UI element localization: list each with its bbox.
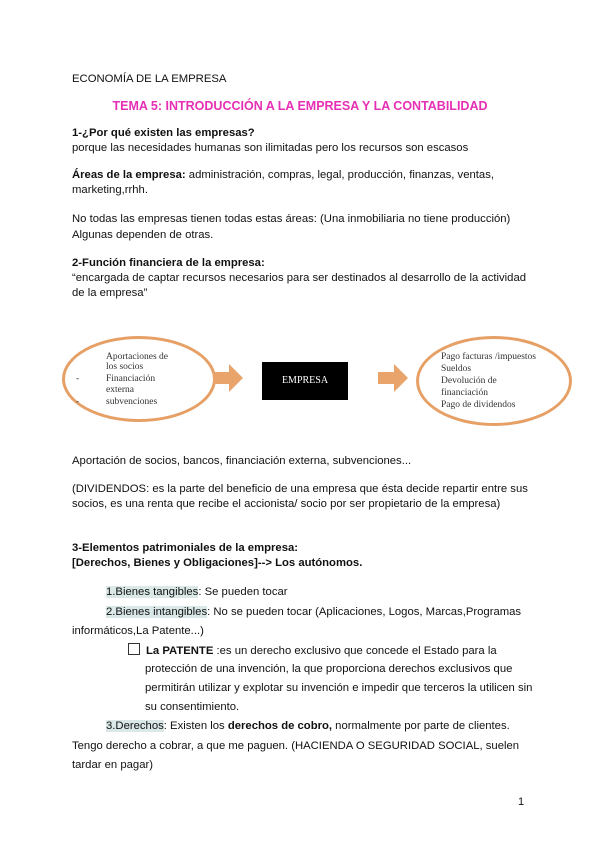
source-item: subvenciones <box>106 397 158 407</box>
page-number: 1 <box>518 796 525 808</box>
source-bullet: - <box>76 374 80 384</box>
source-item: Financiación <box>106 374 156 384</box>
document-header: ECONOMÍA DE LA EMPRESA <box>72 73 227 85</box>
patente-text: :es un derecho exclusivo que concede el Estado para la <box>213 645 497 657</box>
dividendos-line-2: socios, es una renta que recibe el accionista/ socio por ser propietario de la empresa) <box>72 498 501 510</box>
areas-text: administración, compras, legal, producción, finanzas, ventas, <box>185 169 494 181</box>
item-text: : No se pueden tocar (Aplicaciones, Logos, Marcas,Programas <box>207 606 522 618</box>
patente-line-4: su consentimiento. <box>145 701 240 713</box>
section-2-heading: 2-Función financiera de la empresa: <box>72 257 265 269</box>
checkbox-icon <box>128 643 140 655</box>
areas-text-cont: marketing,rrhh. <box>72 184 148 196</box>
use-item: Sueldos <box>441 364 472 374</box>
use-item: financiación <box>441 388 488 398</box>
document-title: TEMA 5: INTRODUCCIÓN A LA EMPRESA Y LA CONTABILIDAD <box>112 99 488 113</box>
item-text: : Existen los <box>163 720 228 732</box>
item-label: 1.Bienes tangibles <box>106 586 199 598</box>
section-3-heading: 3-Elementos patrimoniales de la empresa: <box>72 542 299 554</box>
derechos-line-3: tardar en pagar) <box>72 759 154 771</box>
item-text-cont: informáticos,La Patente...) <box>72 625 204 637</box>
use-item: Pago facturas /impuestos <box>441 352 536 362</box>
item-bienes-tangibles <box>106 585 288 600</box>
item-derechos <box>106 719 510 734</box>
right-arrow-icon <box>213 364 243 392</box>
patente-line-3: permitirán utilizar y explotar su invención e impedir que terceros la utilicen sin <box>145 682 533 694</box>
empresa-box: EMPRESA <box>262 362 348 400</box>
use-item: Pago de dividendos <box>441 400 516 410</box>
areas-paragraph <box>72 168 494 183</box>
section-3-subheading: [Derechos, Bienes y Obligaciones]--> Los autónomos. <box>72 557 363 569</box>
source-item: externa <box>106 385 134 395</box>
notes-line-1: No todas las empresas tienen todas estas áreas: (Una inmobiliaria no tiene producción) <box>72 213 511 225</box>
section-1-heading: 1-¿Por qué existen las empresas? <box>72 127 255 139</box>
section-1-text: porque las necesidades humanas son ilimitadas pero los recursos son escasos <box>72 142 469 154</box>
dividendos-line-1: (DIVIDENDOS: es la parte del beneficio de una empresa que ésta decide repartir entre sus <box>72 483 528 495</box>
derechos-line-2: Tengo derecho a cobrar, a que me paguen. (HACIENDA O SEGURIDAD SOCIAL, suelen <box>72 740 520 752</box>
patente-line-2: protección de una invención, la que proporciona derechos exclusivos que <box>145 663 513 675</box>
notes-line-2: Algunas dependen de otras. <box>72 229 214 241</box>
source-bullet: - <box>76 397 80 407</box>
item-label: 2.Bienes intangibles <box>106 606 208 618</box>
item-text: : Se pueden tocar <box>198 586 288 598</box>
item-bold-text: derechos de cobro, <box>227 720 333 732</box>
item-text: normalmente por parte de clientes. <box>332 720 510 732</box>
item-bienes-intangibles <box>106 605 521 620</box>
areas-label: Áreas de la empresa: <box>72 169 186 181</box>
patente-label: La PATENTE <box>146 645 214 657</box>
aportacion-text: Aportación de socios, bancos, financiación externa, subvenciones... <box>72 455 412 467</box>
right-arrow-icon <box>378 364 408 392</box>
source-item: Aportaciones de <box>106 352 168 362</box>
patente-line-1 <box>128 643 497 659</box>
source-item: los socios <box>106 362 144 372</box>
use-item: Devolución de <box>441 376 497 386</box>
section-2-quote-1: “encargada de captar recursos necesarios para ser destinados al desarrollo de la actividad <box>72 272 527 284</box>
section-2-quote-2: de la empresa” <box>72 287 148 299</box>
item-label: 3.Derechos <box>106 720 164 732</box>
